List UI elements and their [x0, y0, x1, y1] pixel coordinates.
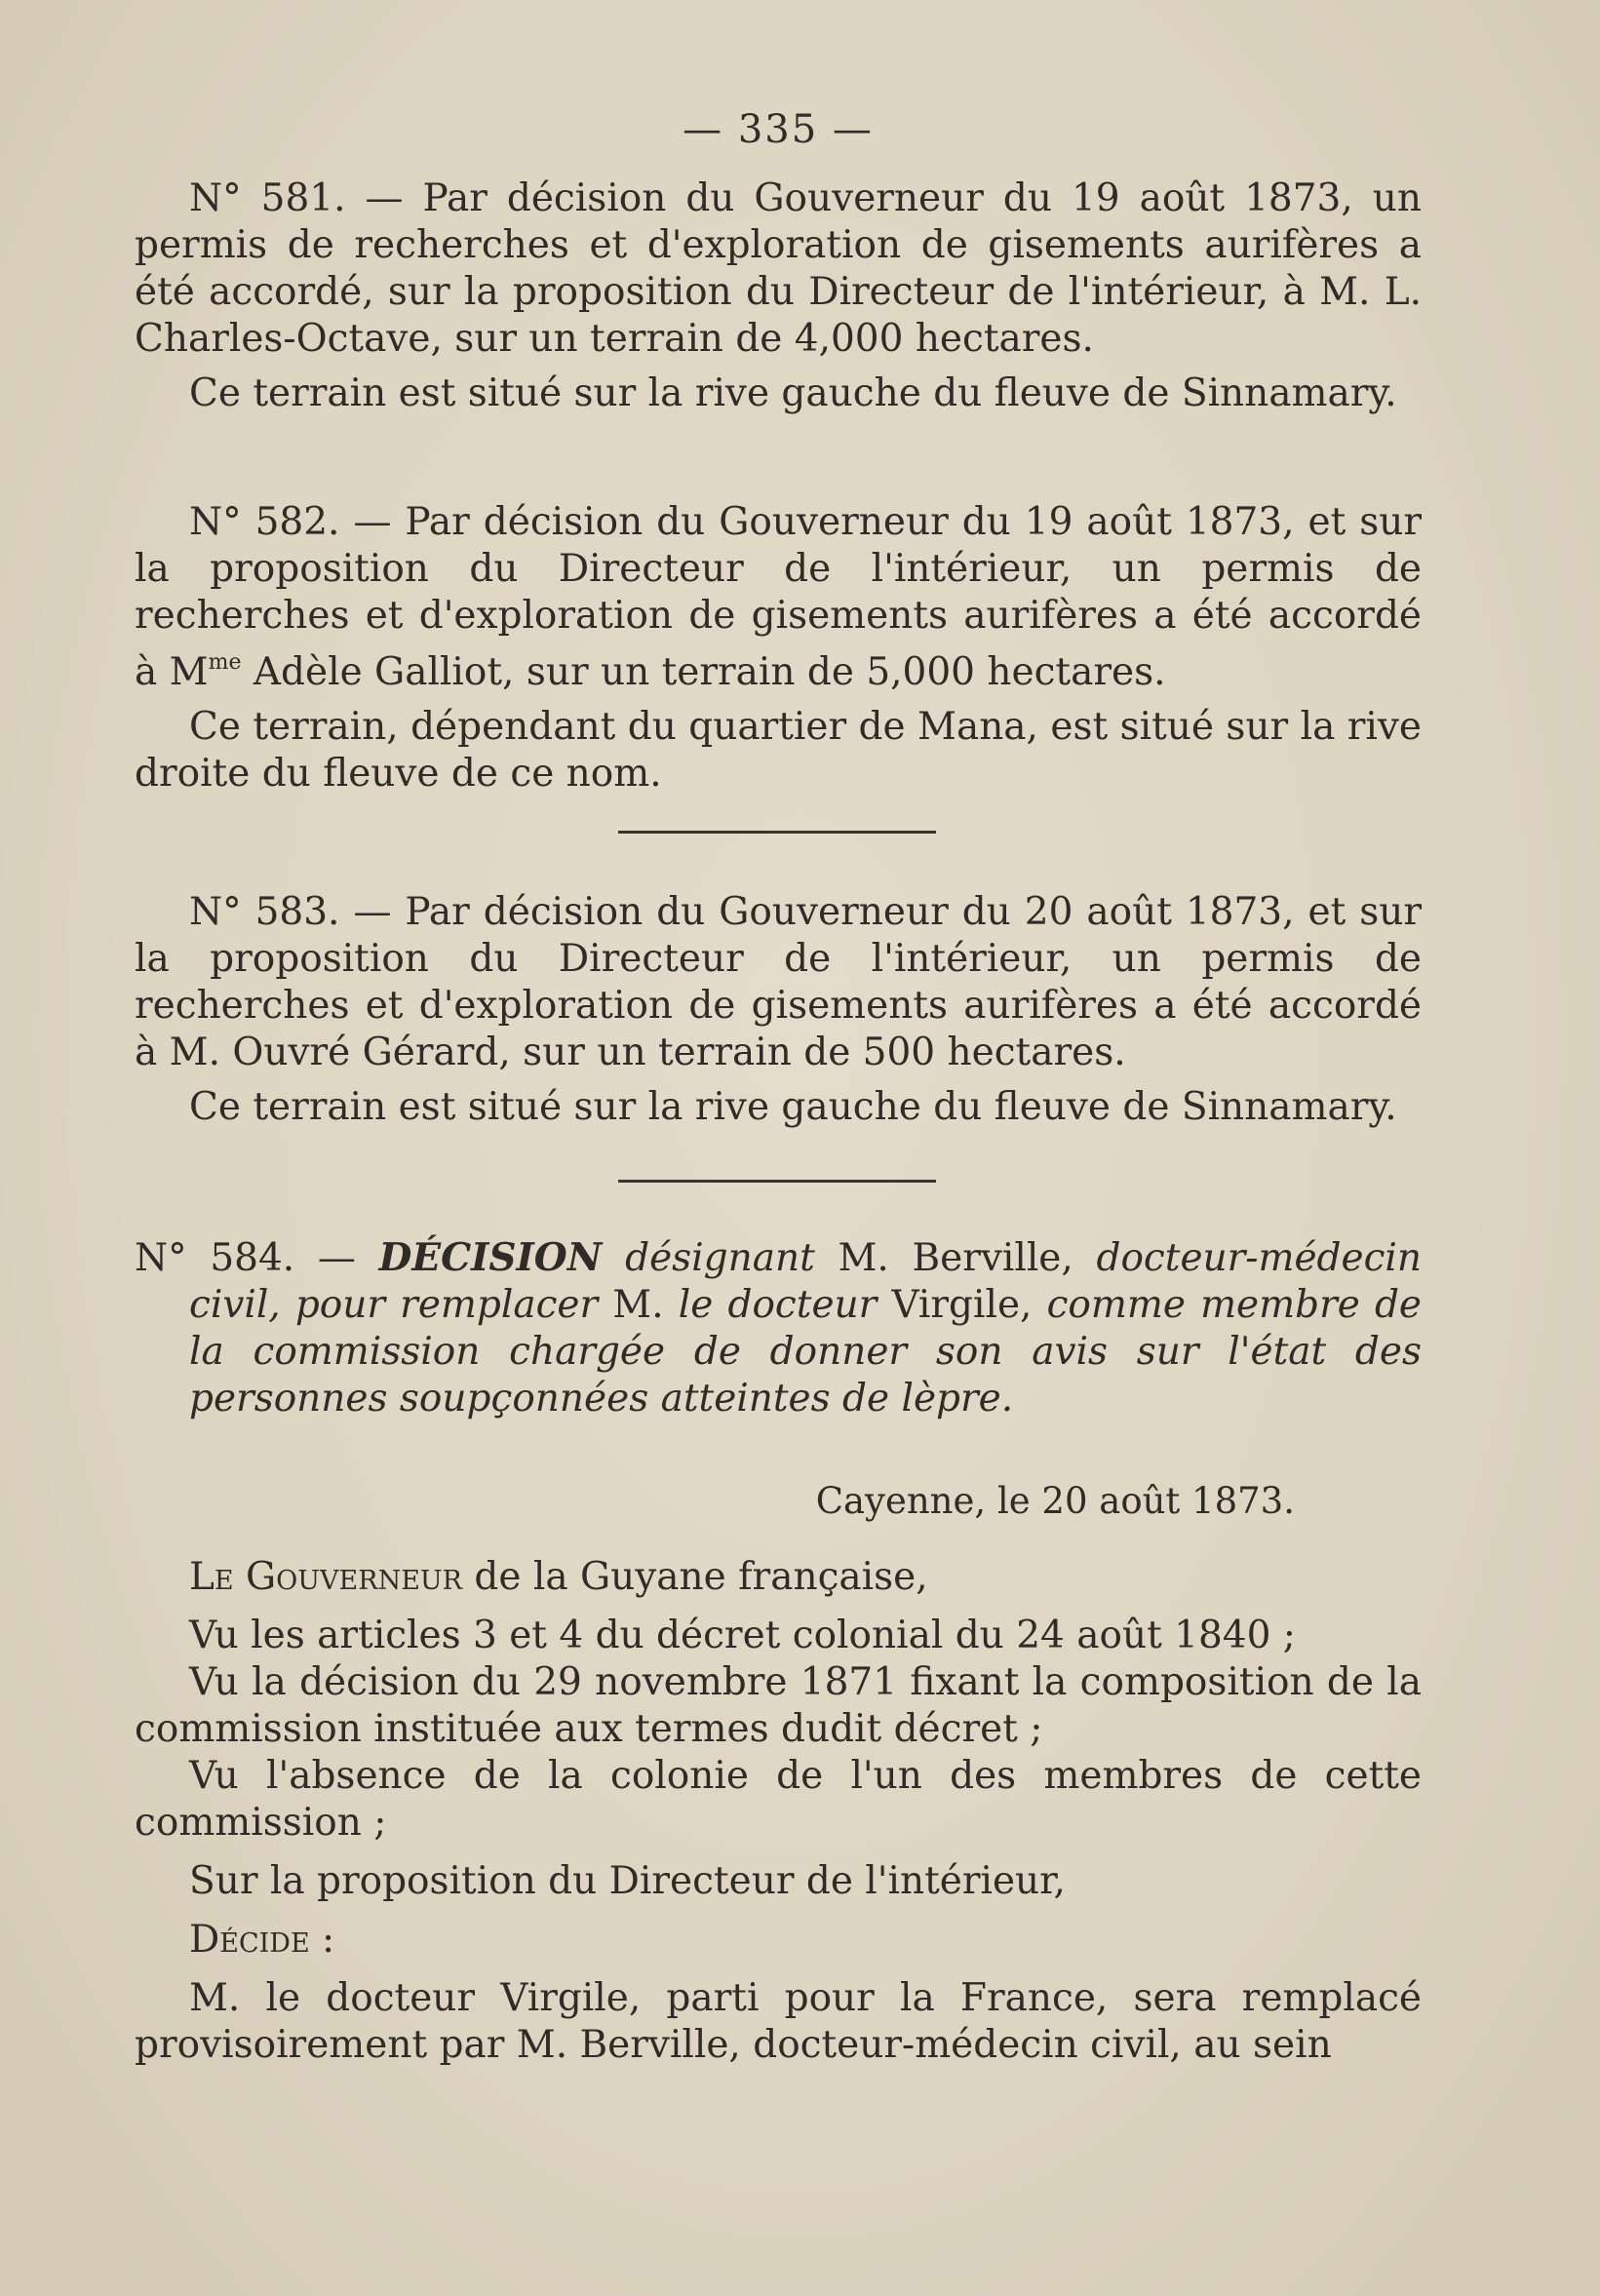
vu-2: Vu la décision du 29 novembre 1871 fixant la composition de la commission instituée aux termes dudit décret ; — [135, 1660, 1422, 1751]
decision-title-part-7: Virgile, — [891, 1283, 1033, 1327]
governor-label: Le Gouverneur — [189, 1555, 463, 1599]
entry-582-body — [135, 499, 1422, 696]
entry-584-number: N° 584. — [135, 1236, 295, 1280]
decision-body — [135, 1554, 1422, 2069]
entry-581-number: N° 581. — [189, 176, 346, 220]
decision-title-part-5: M. — [612, 1283, 664, 1327]
entry-581-body — [135, 175, 1422, 363]
article-1: M. le docteur Virgile, parti pour la France, sera remplacé provisoirement par M. Berville, docteur-médecin civil, au sein — [135, 1976, 1422, 2067]
decision-title-part-3: M. Berville, — [838, 1236, 1073, 1280]
decision-label: DÉCISION — [378, 1235, 603, 1280]
vu-3: Vu l'absence de la colonie de l'un des membres de cette commission ; — [135, 1754, 1422, 1845]
entry-581-text: — Par décision du Gouverneur du 19 août 1873, un permis de recherches et d'exploration de gisements aurifères a été accordé, sur la proposition du Directeur de l'intérieur, à M. L. Charles-Octave, sur un terrain de 4,000 hectares. — [135, 176, 1422, 361]
entry-582 — [135, 499, 1422, 798]
page-number: — 335 — — [683, 107, 874, 152]
entry-584-heading — [135, 1234, 1422, 1422]
entry-582-text-2: Adèle Galliot, sur un terrain de 5,000 hectares. — [241, 650, 1166, 694]
entry-582-number: N° 582. — [189, 500, 340, 544]
separator-rule-1 — [618, 831, 936, 834]
decision-dash: — — [294, 1236, 379, 1280]
entry-582-superscript: me — [208, 650, 242, 675]
governor-line — [135, 1554, 1422, 1601]
proposition: Sur la proposition du Directeur de l'intérieur, — [189, 1859, 1066, 1903]
decision-title — [135, 1234, 1422, 1422]
entry-581-location: Ce terrain est situé sur la rive gauche du fleuve de Sinnamary. — [189, 371, 1397, 415]
entry-581 — [135, 175, 1422, 417]
entry-583-text: — Par décision du Gouverneur du 20 août 1873, et sur la proposition du Directeur de l'intérieur, un permis de recherches et d'exploration de gisements aurifères a été accordé à M. Ouvré Gérard, sur un terrain de 500 hectares. — [135, 890, 1423, 1074]
entry-582-location: Ce terrain, dépendant du quartier de Mana, est situé sur la rive droite du fleuve de ce nom. — [135, 705, 1422, 796]
decision-title-part-2: désignant — [602, 1236, 839, 1280]
decision-title-part-6: le docteur — [663, 1283, 892, 1327]
entry-583-body — [135, 889, 1422, 1076]
dateline: Cayenne, le 20 août 1873. — [815, 1480, 1295, 1522]
decide-label: Décide : — [189, 1918, 335, 1962]
decision-title-part-4: docteur-médecin civil, pour remplacer — [189, 1236, 1423, 1327]
decision-title-part-8: comme membre de la commission chargée de donner son avis sur l'état des personnes soupçonnées atteintes de lèpre. — [189, 1283, 1422, 1420]
governor-rest: de la Guyane française, — [462, 1555, 928, 1599]
entry-583 — [135, 889, 1422, 1131]
entry-582-text-1: — Par décision du Gouverneur du 19 août 1873, et sur la proposition du Directeur de l'intérieur, un permis de recherches et d'exploration de gisements aurifères a été accordé à M — [135, 500, 1423, 694]
separator-rule-2 — [618, 1180, 936, 1183]
entry-583-number: N° 583. — [189, 890, 340, 934]
vu-1: Vu les articles 3 et 4 du décret colonial du 24 août 1840 ; — [189, 1614, 1296, 1657]
entry-583-location: Ce terrain est situé sur la rive gauche du fleuve de Sinnamary. — [189, 1085, 1397, 1129]
